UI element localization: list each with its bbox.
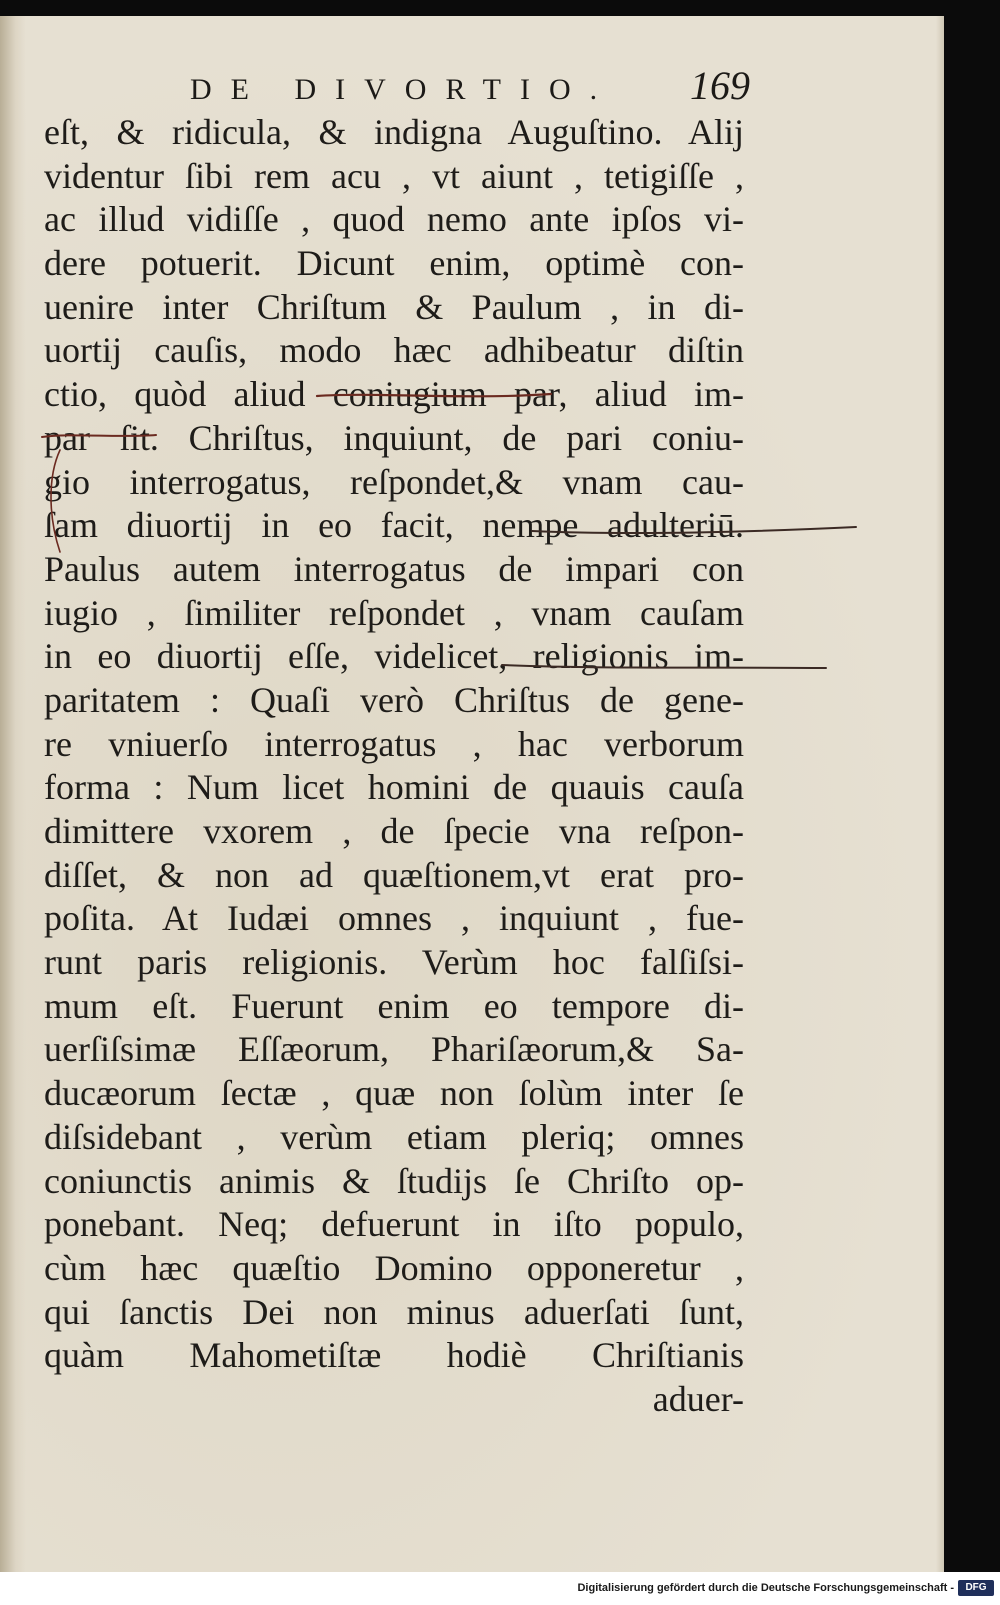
text-line: quàm Mahometiſtæ hodiè Chriſtianis — [44, 1335, 744, 1376]
text-line: poſita. At Iudæi omnes , inquiunt , fue- — [44, 898, 744, 939]
text-line: eſt, & ridicula, & indigna Auguſtino. Alij — [44, 112, 744, 152]
text-line: dimittere vxorem , de ſpecie vna reſpon- — [44, 811, 744, 851]
text-line: uortij cauſis, modo hæc adhibeatur diſtin — [44, 330, 744, 371]
page-number: 169 — [690, 63, 750, 108]
text-line: runt paris religionis. Verùm hoc falſiſsi- — [44, 942, 744, 983]
text-line: paritatem : Quaſi verò Chriſtus de gene- — [44, 679, 744, 720]
text-line: uerſiſsimæ Eſſæorum, Phariſæorum,& Sa- — [44, 1029, 744, 1070]
text-line: diſſet, & non ad quæſtionem,vt erat pro- — [44, 854, 744, 895]
page-edge — [936, 16, 944, 1572]
catchword: aduer- — [652, 1378, 744, 1419]
text-line: dere potuerit. Dicunt enim, optimè con- — [44, 243, 744, 284]
text-line: Paulus autem interrogatus de impari con — [44, 548, 744, 589]
funding-credit: Digitalisierung gefördert durch die Deutsche Forschungsgemeinschaft - — [577, 1582, 954, 1594]
text-line: ponebant. Neq; defuerunt in iſto populo, — [44, 1204, 744, 1245]
text-line: ſam diuortij in eo facit, nempe adulteriū. — [44, 505, 744, 546]
text-line: in eo diuortij eſſe, videlicet, religionis im- — [44, 636, 744, 677]
text-line: diſsidebant , verùm etiam pleriq; omnes — [44, 1116, 744, 1157]
page-gutter-shadow — [0, 16, 26, 1572]
text-line: ducæorum ſectæ , quæ non ſolùm inter ſe — [44, 1073, 744, 1114]
running-header — [190, 62, 750, 108]
text-line: mum eſt. Fuerunt enim eo tempore di- — [44, 985, 744, 1026]
text-line: qui ſanctis Dei non minus aduerſati ſunt, — [44, 1291, 744, 1332]
text-line: coniunctis animis & ſtudijs ſe Chriſto op- — [44, 1160, 744, 1201]
text-line: ac illud vidiſſe , quod nemo ante ipſos vi- — [44, 199, 744, 240]
footer-bar — [0, 1572, 1000, 1605]
text-line: iugio , ſimiliter reſpondet , vnam cauſam — [44, 592, 744, 633]
running-title: DE DIVORTIO. — [190, 73, 617, 106]
text-line: ctio, quòd aliud coniugium par, aliud im- — [44, 374, 744, 415]
text-line: cùm hæc quæſtio Domino opponeretur , — [44, 1247, 744, 1288]
text-line: gio interrogatus, reſpondet,& vnam cau- — [44, 461, 744, 502]
text-line: videntur ſibi rem acu , vt aiunt , tetigiſſe , — [44, 155, 744, 196]
book-page — [0, 16, 944, 1572]
text-line: uenire inter Chriſtum & Paulum , in di- — [44, 286, 744, 327]
text-line: forma : Num licet homini de quauis cauſa — [44, 767, 744, 808]
dfg-logo: DFG — [958, 1580, 994, 1596]
body-text — [44, 111, 744, 1422]
text-line: par ſit. Chriſtus, inquiunt, de pari coniu- — [44, 417, 744, 458]
text-line: re vniuerſo interrogatus , hac verborum — [44, 723, 744, 764]
